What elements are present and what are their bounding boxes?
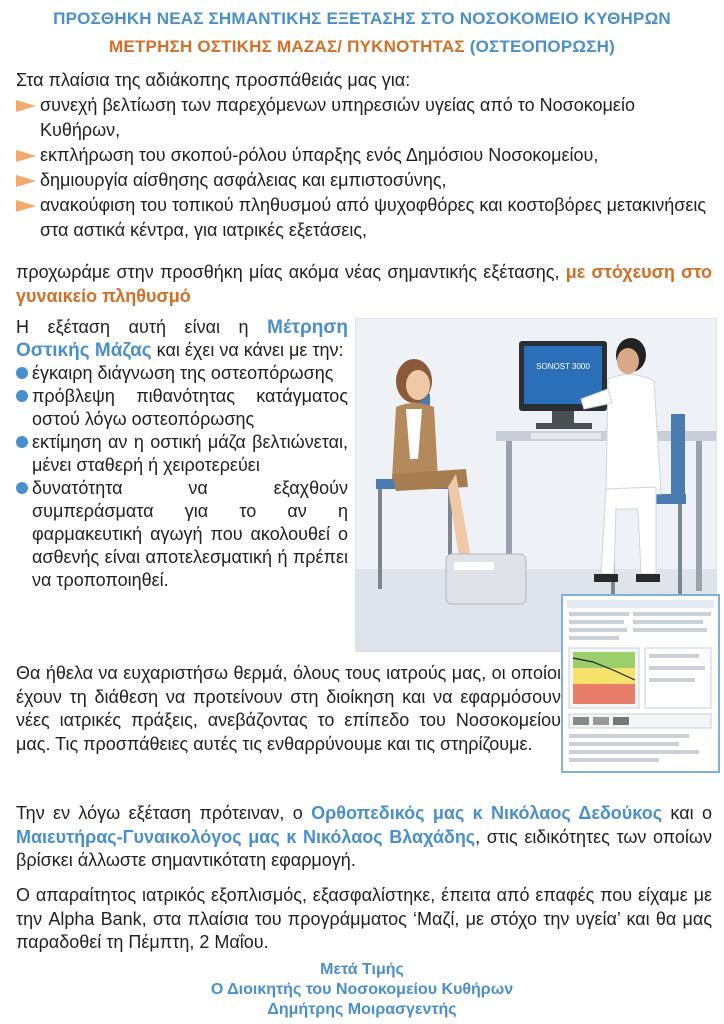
intro-bullet-list xyxy=(16,93,712,243)
exam-bullet xyxy=(16,362,348,385)
monitor-label: SONOST 3000 xyxy=(536,362,590,371)
proposers-part2: και ο xyxy=(670,803,712,823)
intro-bullet xyxy=(16,143,712,168)
intro-section xyxy=(16,68,712,243)
exam-bullet xyxy=(16,477,348,592)
exam-lead-after: και έχει να κάνει με την: xyxy=(156,340,344,360)
title-line-1: ΠΡΟΣΘΗΚΗ ΝΕΑΣ ΣΗΜΑΝΤΙΚΗΣ ΕΞΕΤΑΣΗΣ ΣΤΟ ΝΟΣΟΚΟΜΕΙΟ ΚΥΘΗΡΩΝ xyxy=(53,9,671,28)
proceed-paragraph xyxy=(16,260,712,308)
proposers-paragraph xyxy=(16,802,712,873)
doctor-2: Μαιευτήρας-Γυναικολόγος μας κ Νικόλαος Βλαχάδης xyxy=(16,826,476,847)
exam-bullet-list xyxy=(16,362,348,592)
signature-name: Δημήτρης Μοιρασγεντής xyxy=(267,1001,457,1018)
bone-density-report-screenshot xyxy=(561,594,720,773)
signature-closing: Μετά Τιμής xyxy=(320,961,404,978)
thanks-paragraph: Θα ήθελα να ευχαριστήσω θερμά, όλους τους ιατρούς μας, οι οποίοι έχουν τη διάθεση να προτείνουν στη διοίκηση και να εφαρμόσουν νέες ιατρικές πράξεις, ανεβάζοντας το επίπεδο του Νοσοκομείου μας. Τις προσπάθειες αυτές τις ενθαρρύνουμε και τις στηρίζουμε. xyxy=(16,663,561,754)
bullet-dot-icon xyxy=(16,436,28,448)
exam-name: Μέτρηση Οστικής Μάζας xyxy=(16,317,348,361)
proposers-part1: Την εν λόγω εξέταση πρότειναν, ο xyxy=(16,803,303,823)
intro-lead: Στα πλαίσια της αδιάκοπης προσπάθειάς μας για: xyxy=(16,70,411,90)
intro-bullet-text: δημιουργία αίσθησης ασφάλειας και εμπιστοσύνης, xyxy=(40,170,447,190)
intro-bullet xyxy=(16,93,712,143)
proceed-text: προχωράμε στην προσθήκη μίας ακόμα νέας σημαντικής εξέτασης, xyxy=(16,262,560,282)
proposers-part3: , στις ειδικότητες των οποίων βρίσκει άλλωστε σημαντικότατη εφαρμογή. xyxy=(16,826,712,870)
bullet-dot-icon xyxy=(16,482,28,494)
bullet-dot-icon xyxy=(16,367,28,379)
exam-bullet-text: δυνατότητα να εξαχθούν συμπεράσματα για το αν η φαρμακευτική αγωγή που ακολουθεί ο ασθενής είναι αποτελεσματική ή πρέπει να τροποποιηθεί. xyxy=(32,478,348,590)
proceed-highlight: με στόχευση στο γυναικείο πληθυσμό xyxy=(16,262,713,306)
title-line-2-tail: (ΟΣΤΕΟΠΟΡΩΣΗ) xyxy=(469,37,615,56)
exam-bullet-text: πρόβλεψη πιθανότητας κατάγματος οστού λόγω οστεοπόρωσης xyxy=(32,386,348,429)
intro-bullet xyxy=(16,193,712,243)
exam-bullet-text: εκτίμηση αν η οστική μάζα βελτιώνεται, μένει σταθερή ή χειροτερεύει xyxy=(32,432,348,475)
bullet-dot-icon xyxy=(16,390,28,402)
arrow-bullet-icon xyxy=(16,100,36,112)
exam-lead xyxy=(16,316,348,362)
exam-section xyxy=(16,316,348,592)
exam-bullet xyxy=(16,431,348,477)
exam-lead-before: Η εξέταση αυτή είναι η xyxy=(16,317,249,337)
doctor-1: Ορθοπεδικός μας κ Νικόλαος Δεδούκος xyxy=(311,803,663,823)
arrow-bullet-icon xyxy=(16,175,36,187)
signature-title: Ο Διοικητής του Νοσοκομείου Κυθήρων xyxy=(210,981,514,998)
title-line-2 xyxy=(0,37,724,57)
intro-bullet-text: ανακούφιση του τοπικού πληθυσμού από ψυχοφθόρες και κοστοβόρες μετακινήσεις στα αστικά κέντρα, για ιατρικές εξετάσεις, xyxy=(40,195,707,240)
title-line-2-main: ΜΕΤΡΗΣΗ ΟΣΤΙΚΗΣ ΜΑΖΑΣ/ ΠΥΚΝΟΤΗΤΑΣ xyxy=(109,37,465,56)
exam-bullet xyxy=(16,385,348,431)
intro-bullet-text: εκπλήρωση του σκοπού-ρόλου ύπαρξης ενός Δημόσιου Νοσοκομείου, xyxy=(40,145,599,165)
exam-bullet-text: έγκαιρη διάγνωση της οστεοπόρωσης xyxy=(32,363,334,383)
intro-bullet xyxy=(16,168,712,193)
arrow-bullet-icon xyxy=(16,200,36,212)
intro-bullet-text: συνεχή βελτίωση των παρεχόμενων υπηρεσιών υγείας από το Νοσοκομείο Κυθήρων, xyxy=(40,95,635,140)
arrow-bullet-icon xyxy=(16,150,36,162)
equipment-paragraph: Ο απαραίτητος ιατρικός εξοπλισμός, εξασφαλίστηκε, έπειτα από επαφές που είχαμε με την Alpha Bank, στα πλαίσια του προγράμματος ‘Μαζί, με στόχο την υγεία’ και θα μας παραδοθεί τη Πέμπτη, 2 Μαΐου. xyxy=(16,885,712,952)
